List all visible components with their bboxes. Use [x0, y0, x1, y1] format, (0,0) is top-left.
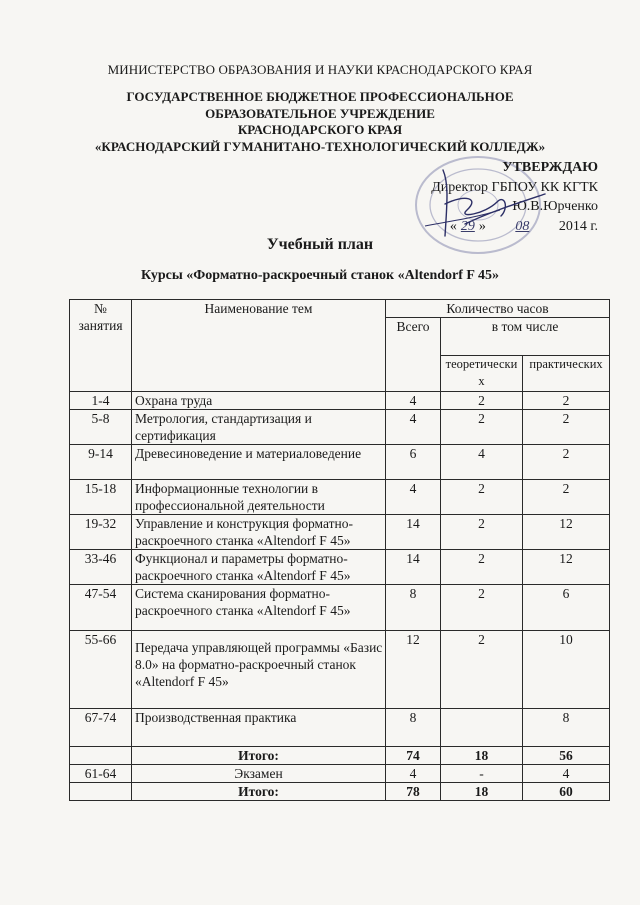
cell-practice: 2	[523, 392, 610, 410]
cell-total: 4	[386, 392, 441, 410]
cell-topic: Информационные технологии в профессиональной деятельности	[132, 480, 386, 515]
table-row	[70, 709, 610, 747]
subtotal-theory: 18	[441, 747, 523, 765]
cell-num	[70, 783, 132, 801]
header-theory: теоретических	[441, 356, 523, 392]
cell-practice: 12	[523, 550, 610, 585]
cell-practice: 12	[523, 515, 610, 550]
cell-num: 15-18	[70, 480, 132, 515]
header-hours: Количество часов	[386, 300, 610, 318]
cell-topic: Древесиноведение и материаловедение	[132, 445, 386, 480]
institution-line: КРАСНОДАРСКОГО КРАЯ	[237, 122, 403, 138]
cell-theory: 2	[441, 410, 523, 445]
ministry-name: МИНИСТЕРСТВО ОБРАЗОВАНИЯ И НАУКИ КРАСНОДАРСКОГО КРАЯ	[107, 62, 533, 77]
cell-theory: 2	[441, 550, 523, 585]
cell-topic: Система сканирования форматно-раскроечного станка «Altendorf F 45»	[132, 585, 386, 631]
table-row	[70, 585, 610, 631]
grand-total-total: 78	[386, 783, 441, 801]
exam-practice: 4	[523, 765, 610, 783]
exam-label: Экзамен	[132, 765, 386, 783]
institution-name	[0, 89, 640, 155]
grand-total-theory: 18	[441, 783, 523, 801]
cell-theory: 2	[441, 515, 523, 550]
table-row	[70, 480, 610, 515]
cell-num: 47-54	[70, 585, 132, 631]
cell-num: 5-8	[70, 410, 132, 445]
subtotal-total: 74	[386, 747, 441, 765]
exam-num: 61-64	[70, 765, 132, 783]
header-num: № занятия	[70, 300, 132, 392]
cell-num: 33-46	[70, 550, 132, 585]
date-open-quote: «	[449, 218, 457, 234]
cell-total: 12	[386, 631, 441, 709]
approval-position: Директор ГБПОУ КК КГТК	[431, 179, 598, 195]
date-day: 29	[460, 218, 475, 234]
grand-total-label: Итого:	[132, 783, 386, 801]
cell-theory: 2	[441, 585, 523, 631]
table-row	[70, 410, 610, 445]
cell-num: 55-66	[70, 631, 132, 709]
institution-line: «КРАСНОДАРСКИЙ ГУМАНИТАНО-ТЕХНОЛОГИЧЕСКИЙ КОЛЛЕДЖ»	[94, 138, 546, 154]
approval-block	[431, 158, 598, 236]
cell-total: 6	[386, 445, 441, 480]
document-subtitle: Курсы «Форматно-раскроечный станок «Altendorf F 45»	[141, 268, 499, 283]
cell-theory: 4	[441, 445, 523, 480]
document-title: Учебный план	[266, 236, 374, 253]
cell-practice: 2	[523, 445, 610, 480]
cell-practice: 2	[523, 410, 610, 445]
date-close-quote: »	[478, 218, 486, 234]
table-row	[70, 515, 610, 550]
cell-num: 9-14	[70, 445, 132, 480]
subtotal-practice: 56	[523, 747, 610, 765]
exam-theory: -	[441, 765, 523, 783]
cell-num: 67-74	[70, 709, 132, 747]
cell-total: 14	[386, 515, 441, 550]
cell-theory: 2	[441, 392, 523, 410]
cell-total: 14	[386, 550, 441, 585]
table-row	[70, 445, 610, 480]
cell-topic: Охрана труда	[132, 392, 386, 410]
institution-line: ГОСУДАРСТВЕННОЕ БЮДЖЕТНОЕ ПРОФЕССИОНАЛЬНОЕ	[126, 89, 514, 104]
header-practice: практических	[523, 356, 610, 392]
header-topic: Наименование тем	[132, 300, 386, 392]
header-row	[70, 300, 610, 318]
cell-num	[70, 747, 132, 765]
approval-date	[431, 217, 598, 237]
cell-topic: Производственная практика	[132, 709, 386, 747]
cell-total: 8	[386, 585, 441, 631]
date-year: 2014 г.	[558, 218, 598, 234]
cell-practice: 2	[523, 480, 610, 515]
approval-name: Ю.В.Юрченко	[512, 199, 598, 214]
table-row	[70, 392, 610, 410]
cell-topic: Метрология, стандартизация и сертификация	[132, 410, 386, 445]
cell-total: 8	[386, 709, 441, 747]
table-row	[70, 550, 610, 585]
cell-topic: Управление и конструкция форматно-раскроечного станка «Altendorf F 45»	[132, 515, 386, 550]
header-total: Всего	[386, 318, 441, 392]
cell-theory: 2	[441, 631, 523, 709]
subtotal-row	[70, 747, 610, 765]
cell-total: 4	[386, 410, 441, 445]
grand-total-row	[70, 783, 610, 801]
cell-num: 19-32	[70, 515, 132, 550]
cell-total: 4	[386, 480, 441, 515]
cell-practice: 8	[523, 709, 610, 747]
cell-practice: 6	[523, 585, 610, 631]
cell-topic: Функционал и параметры форматно-раскроечного станка «Altendorf F 45»	[132, 550, 386, 585]
exam-row	[70, 765, 610, 783]
cell-theory: 2	[441, 480, 523, 515]
header-incl: в том числе	[441, 318, 610, 356]
date-month: 08	[515, 218, 530, 234]
table-row	[70, 631, 610, 709]
cell-theory	[441, 709, 523, 747]
cell-topic: Передача управляющей программы «Базис 8.0» на форматно-раскроечный станок «Altendorf F 45»	[132, 631, 386, 709]
cell-practice: 10	[523, 631, 610, 709]
grand-total-practice: 60	[523, 783, 610, 801]
exam-total: 4	[386, 765, 441, 783]
subtotal-label: Итого:	[132, 747, 386, 765]
approval-title: УТВЕРЖДАЮ	[502, 160, 598, 175]
curriculum-table	[69, 299, 610, 801]
cell-num: 1-4	[70, 392, 132, 410]
institution-line: ОБРАЗОВАТЕЛЬНОЕ УЧРЕЖДЕНИЕ	[205, 105, 435, 121]
